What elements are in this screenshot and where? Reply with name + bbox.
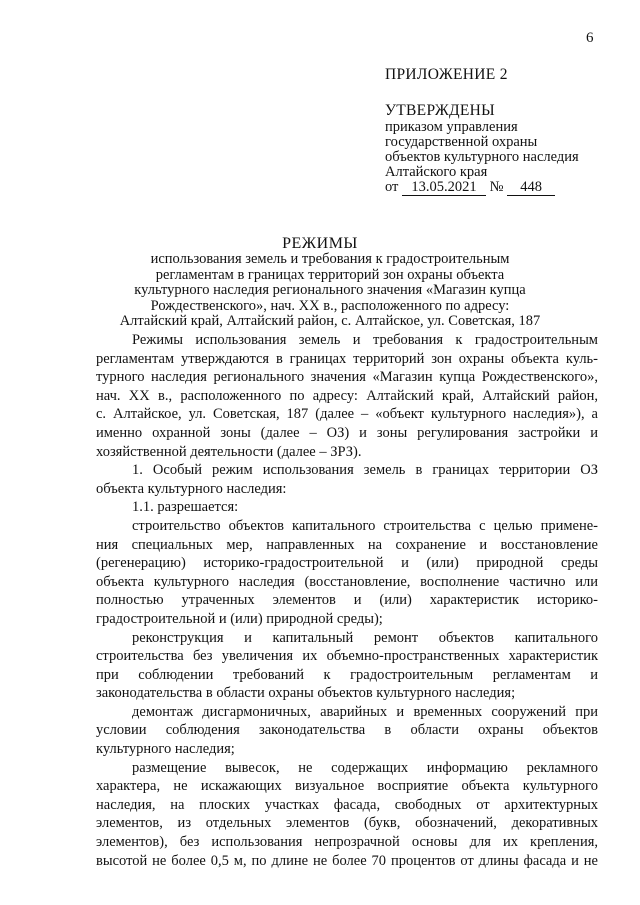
body-line: хозяйственной деятельности (далее – ЗРЗ). bbox=[96, 443, 362, 460]
body-line: демонтаж дисгармоничных, аварийных и временных сооружений при bbox=[132, 703, 598, 720]
approval-date-line bbox=[385, 180, 625, 196]
date-prefix: от bbox=[385, 179, 399, 195]
approval-number: 448 bbox=[507, 180, 555, 196]
approval-date: 13.05.2021 bbox=[402, 180, 486, 196]
subtitle-line: использования земель и требования к градостроительным bbox=[150, 251, 510, 267]
body-line: ния специальных мер, направленных на сохранение и восстановление bbox=[96, 536, 598, 553]
body-line: размещение вывесок, не содержащих информацию рекламного bbox=[132, 759, 598, 776]
document-subtitle bbox=[60, 252, 600, 330]
body-line: высотой не более 0,5 м, по длине не более 70 процентов от длины фасада и не bbox=[96, 852, 598, 869]
body-line: законодательства в области охраны объектов культурного наследия; bbox=[96, 685, 516, 702]
subtitle-line: Рождественского», нач. XX в., расположенного по адресу: bbox=[150, 297, 510, 314]
body-line: наследия, на плоских участках фасада, свободных от архитектурных bbox=[96, 796, 598, 813]
appendix-label: ПРИЛОЖЕНИЕ 2 bbox=[385, 66, 508, 83]
subtitle-line: Алтайский край, Алтайский район, с. Алтайское, ул. Советская, 187 bbox=[119, 313, 541, 329]
body-line: элементов), без использования непрозрачной основы для их крепления, bbox=[96, 834, 598, 851]
approval-line: приказом управления bbox=[385, 119, 518, 135]
body-line: с. Алтайское, ул. Советская, 187 (далее – «объект культурного наследия»), а bbox=[96, 406, 598, 423]
approval-line: объектов культурного наследия bbox=[385, 149, 579, 165]
body-line: регламентам утверждаются в границах территорий зон охраны объекта куль- bbox=[96, 350, 598, 367]
body-line: условии соблюдения законодательства в области охраны объектов bbox=[96, 722, 598, 739]
body-line: турного наследия регионального значения «Магазин купца Рождественского», bbox=[96, 369, 598, 386]
body-line: 1.1. разрешается: bbox=[132, 499, 239, 516]
approved-label: УТВЕРЖДЕНЫ bbox=[385, 102, 495, 119]
body-line: характера, не искажающих визуальное восприятие объекта культурного bbox=[96, 778, 598, 795]
approval-line: Алтайского края bbox=[385, 164, 488, 180]
body-line: Режимы использования земель и требования к градостроительным bbox=[132, 332, 598, 348]
body-line: 1. Особый режим использования земель в границах территории ОЗ bbox=[132, 462, 598, 479]
subtitle-line: культурного наследия регионального значения «Магазин купца bbox=[134, 282, 526, 298]
body-line: объекта культурного наследия: bbox=[96, 480, 287, 497]
body-line: культурного наследия; bbox=[96, 741, 235, 758]
page-number: 6 bbox=[586, 30, 594, 46]
body-line: строительство объектов капитального строительства с целью примене- bbox=[132, 517, 598, 534]
body-line: реконструкция и капитальный ремонт объектов капитального bbox=[132, 629, 598, 646]
approval-block bbox=[385, 66, 625, 196]
body-line: элементов, из отдельных элементов (букв, обозначений, декоративных bbox=[96, 815, 598, 832]
number-sign: № bbox=[489, 179, 504, 195]
body-line: именно охранной зоны (далее – ОЗ) и зоны регулирования застройки и bbox=[96, 424, 598, 441]
subtitle-line: регламентам в границах территорий зон охраны объекта bbox=[155, 266, 505, 283]
body-line: градостроительной и (или) природной среды); bbox=[96, 610, 383, 627]
body-line: при соблюдении требований к градостроительным регламентам и bbox=[96, 666, 598, 683]
approval-line: государственной охраны bbox=[385, 134, 538, 150]
body-line: строительства без увеличения их объемно-пространственных характеристик bbox=[96, 648, 598, 665]
body-line: объекта культурного наследия (восстановление, восполнение частично или bbox=[96, 573, 598, 590]
document-title: РЕЖИМЫ bbox=[282, 235, 358, 252]
body-line: (регенерацию) историко-градостроительной и (или) природной среды bbox=[96, 555, 598, 572]
body-line: нач. XX в., расположенного по адресу: Алтайский край, Алтайский район, bbox=[96, 387, 598, 404]
document-body bbox=[96, 331, 598, 870]
body-line: полностью утраченных элементов и (или) характеристик историко- bbox=[96, 592, 598, 609]
